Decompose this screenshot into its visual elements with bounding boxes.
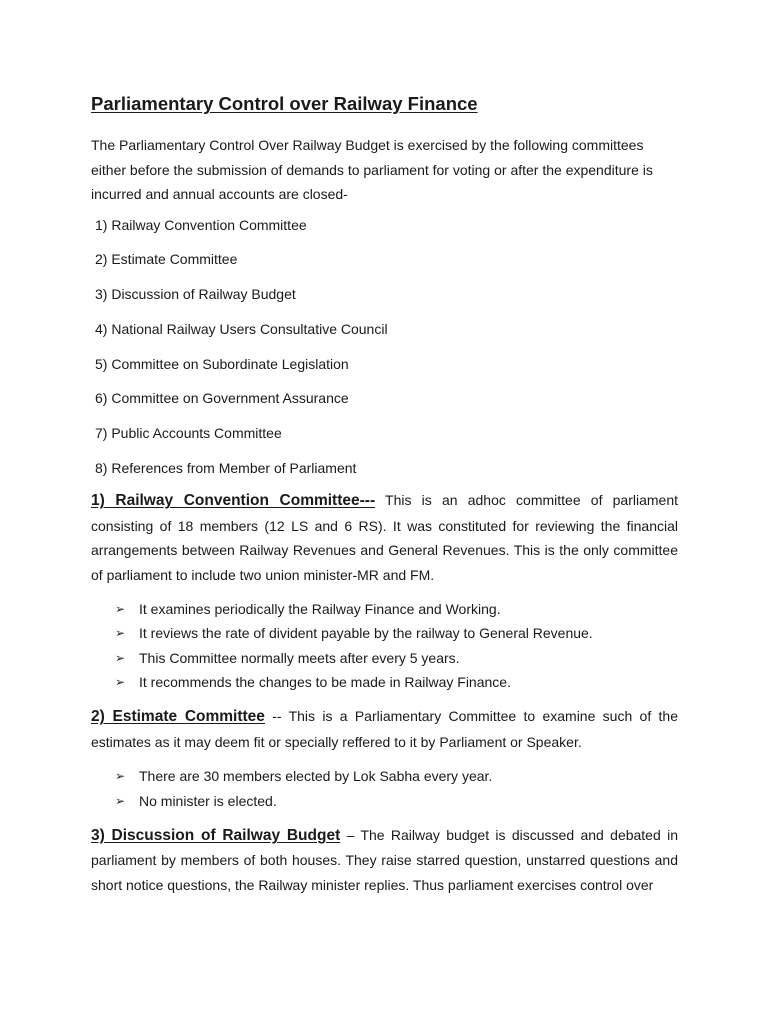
document-title: Parliamentary Control over Railway Finance (91, 93, 478, 114)
section-railway-convention-committee (91, 488, 678, 694)
section-paragraph (91, 704, 678, 754)
committee-list-item: 7) Public Accounts Committee (95, 425, 282, 442)
committee-list-item: 2) Estimate Committee (95, 251, 238, 268)
arrow-bullet-icon: ➢ (115, 626, 126, 641)
arrow-bullet-icon: ➢ (115, 650, 126, 665)
bullet-text: No minister is elected. (139, 792, 277, 809)
bullet-item (115, 597, 678, 621)
bullet-text: There are 30 members elected by Lok Sabha every year. (139, 768, 493, 785)
committee-list-item: 6) Committee on Government Assurance (95, 390, 349, 407)
arrow-bullet-icon: ➢ (115, 769, 126, 784)
bullet-item (115, 670, 678, 694)
arrow-bullet-icon: ➢ (115, 602, 126, 617)
committee-list-item: 8) References from Member of Parliament (95, 460, 357, 477)
bullet-item (115, 764, 678, 788)
section-paragraph (91, 488, 678, 587)
committee-list-item: 3) Discussion of Railway Budget (95, 286, 296, 303)
committee-list-item: 5) Committee on Subordinate Legislation (95, 355, 349, 372)
bullet-text: This Committee normally meets after every 5 years. (139, 649, 460, 666)
committee-list (91, 216, 678, 478)
bullet-item (115, 789, 678, 813)
section-paragraph (91, 823, 678, 898)
intro-paragraph: The Parliamentary Control Over Railway Budget is exercised by the following committees either before the submission of demands to parliament for voting or after the expenditure is incurred and annual accounts are closed- (91, 137, 653, 202)
section-heading: 2) Estimate Committee (91, 708, 265, 726)
section-bullet-list (91, 764, 678, 813)
section-text: This is an adhoc committee of parliament consisting of 18 members (12 LS and 6 RS). It was constituted for reviewing the financial arrangements between Railway Revenues and General Revenues. This is the only committee of parliament to include two union minister-MR and FM. (91, 492, 679, 583)
section-heading: 3) Discussion of Railway Budget (91, 826, 341, 844)
section-estimate-committee (91, 704, 678, 813)
document-page (91, 92, 678, 897)
bullet-text: It reviews the rate of divident payable by the railway to General Revenue. (139, 625, 593, 642)
bullet-text: It recommends the changes to be made in Railway Finance. (139, 673, 511, 690)
section-discussion-of-railway-budget (91, 823, 678, 898)
section-text: – The Railway budget is discussed and debated in parliament by members of both houses. They raise starred question, unstarred questions and short notice questions, the Railway minister replies. Thus parliament exercises control over (91, 826, 678, 893)
bullet-item (115, 621, 678, 645)
committee-list-item: 4) National Railway Users Consultative Council (95, 320, 388, 337)
section-bullet-list (91, 597, 678, 694)
arrow-bullet-icon: ➢ (115, 793, 126, 808)
arrow-bullet-icon: ➢ (115, 674, 126, 689)
bullet-item (115, 646, 678, 670)
section-heading: 1) Railway Convention Committee--- (91, 492, 376, 510)
committee-list-item: 1) Railway Convention Committee (95, 216, 307, 233)
section-text: -- This is a Parliamentary Committee to examine such of the estimates as it may deem fit or specially reffered to it by Parliament or Speaker. (91, 708, 678, 750)
bullet-text: It examines periodically the Railway Finance and Working. (139, 601, 501, 618)
